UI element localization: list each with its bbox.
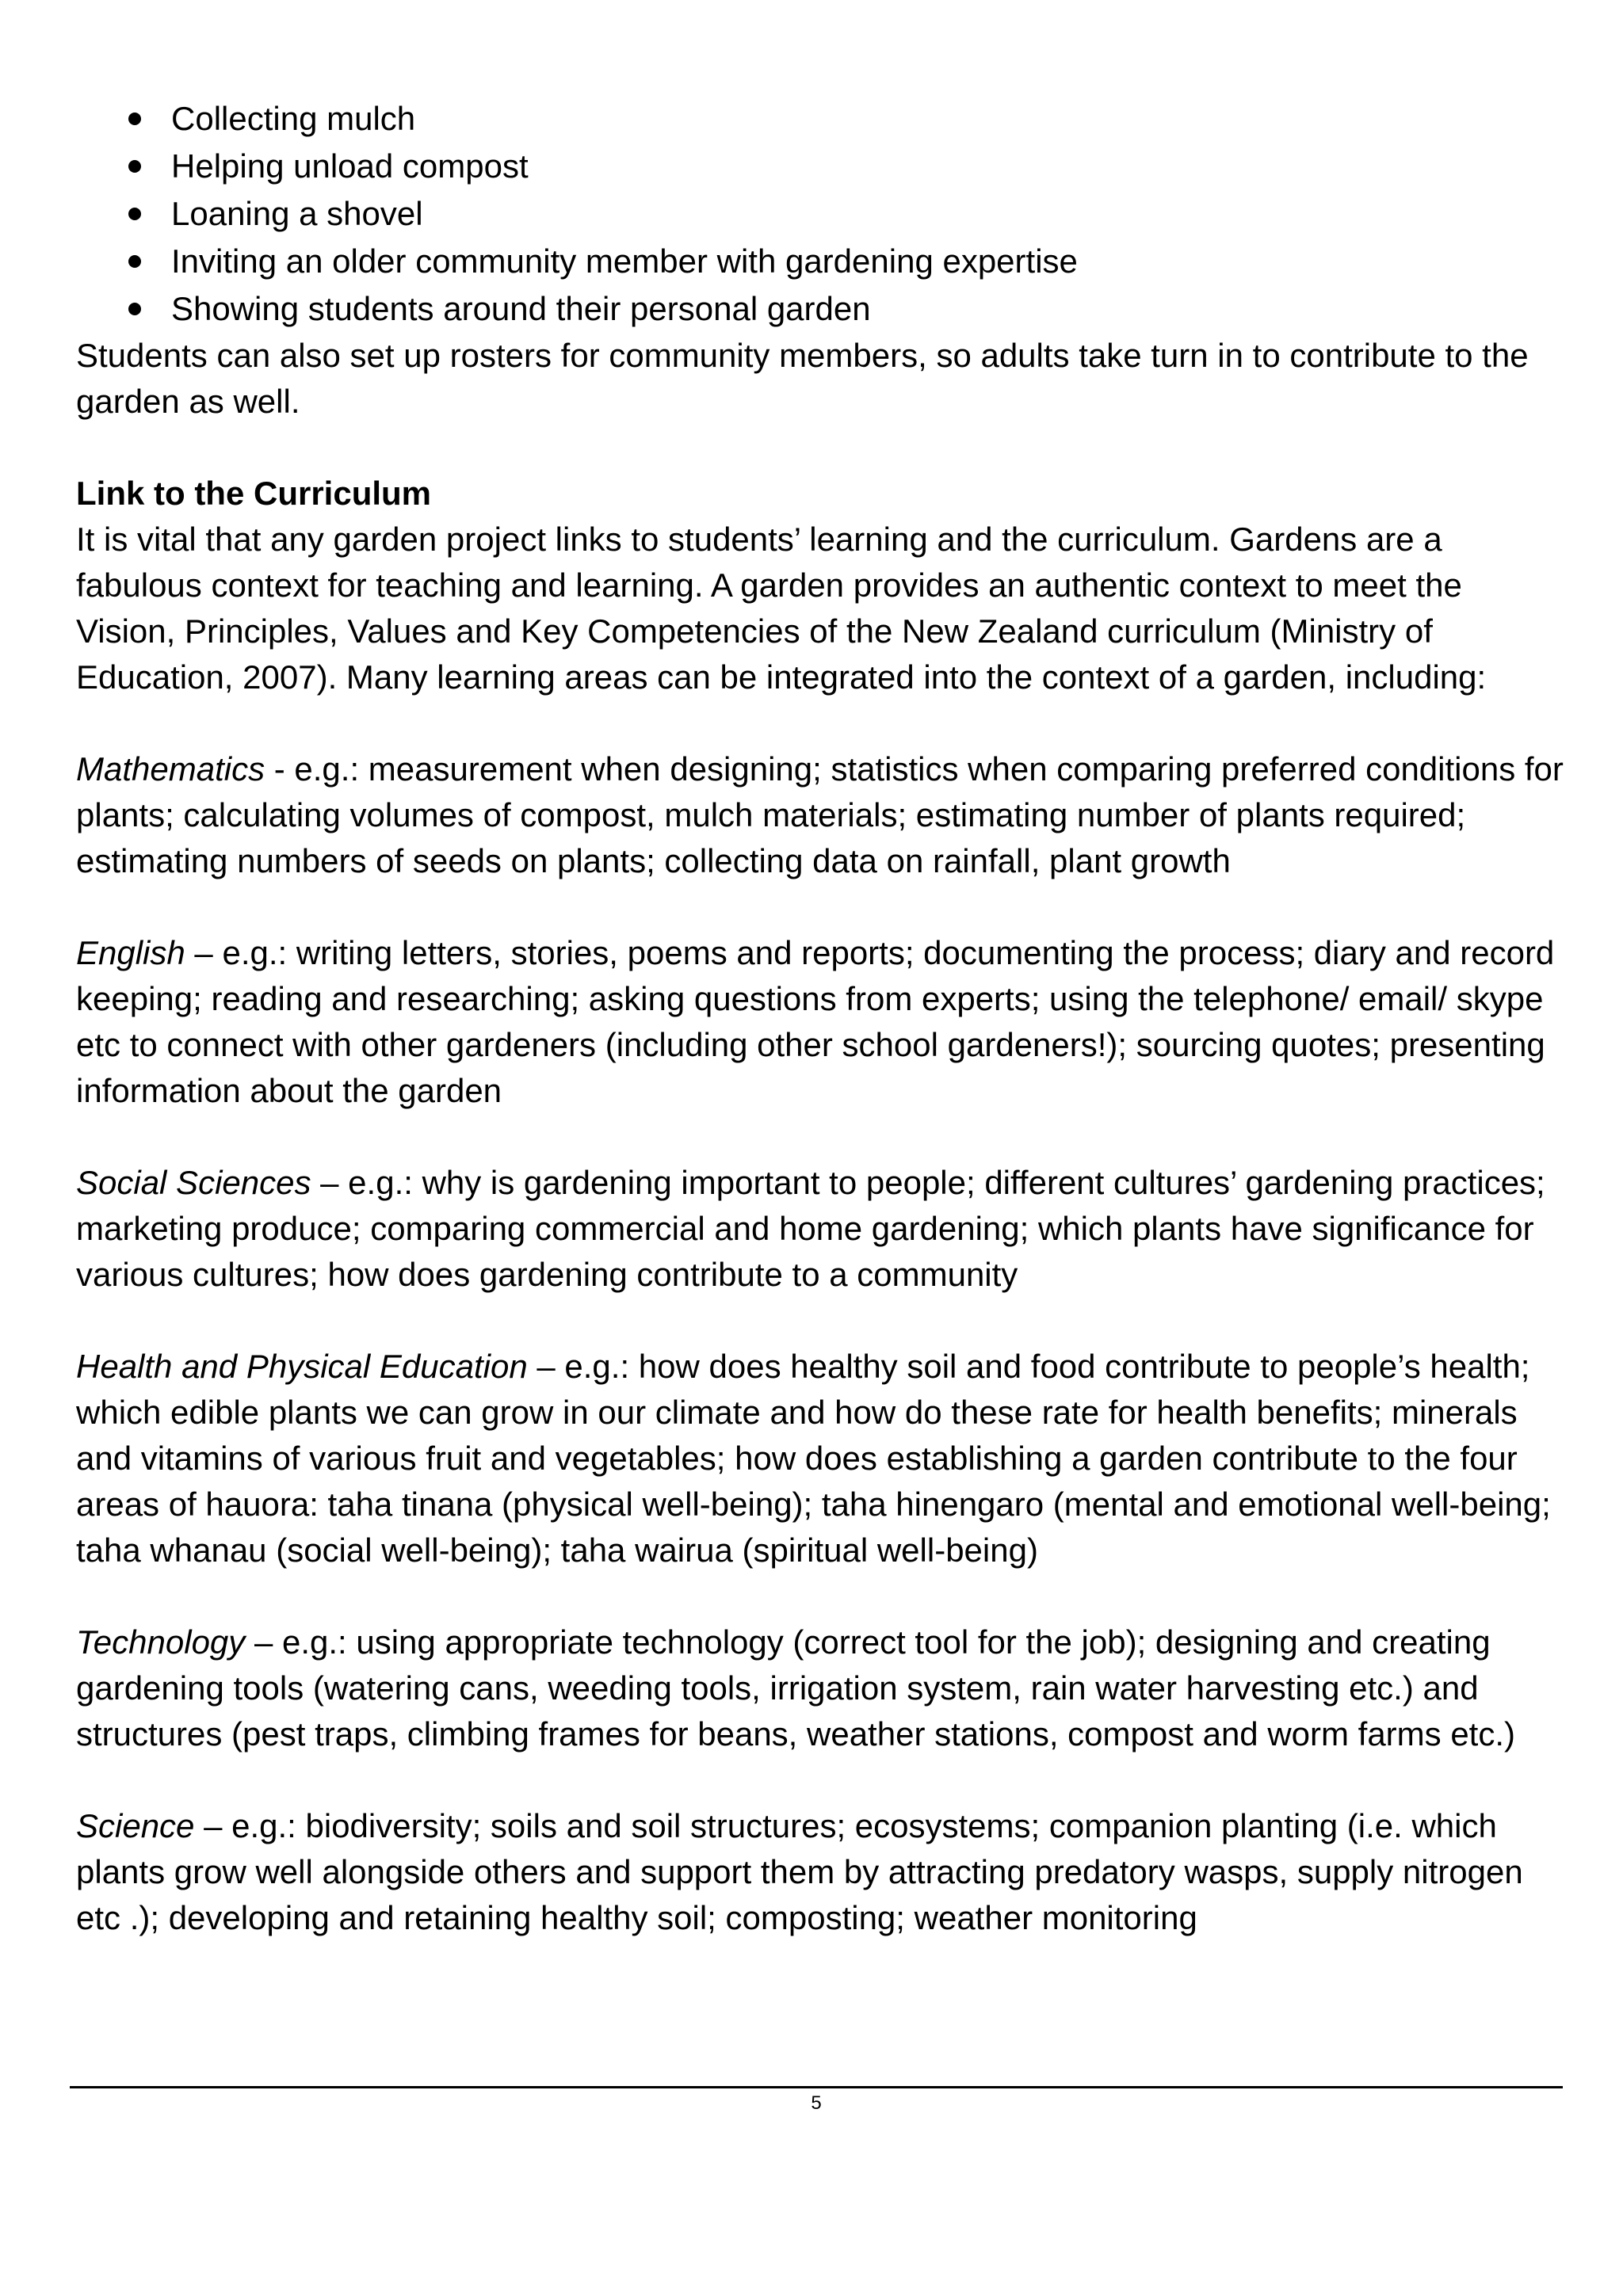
footer-divider <box>70 2086 1563 2088</box>
subject-name: English <box>76 934 185 971</box>
bullet-icon <box>128 208 141 220</box>
subject-name: Mathematics <box>76 750 265 788</box>
subject-name: Social Sciences <box>76 1164 311 1201</box>
bullet-icon <box>128 303 141 315</box>
bullet-icon <box>128 113 141 125</box>
bullet-icon <box>128 160 141 173</box>
learning-area-social-sciences <box>76 1160 1566 1298</box>
curriculum-intro-paragraph: It is vital that any garden project links to students’ learning and the curriculum. Gardens are a fabulous context for teaching and learning. A garden provides an authentic context to meet the Vision, Principles, Values and Key Competencies of the New Zealand curriculum (Ministry of Education, 2007). Many learning areas can be integrated into the context of a garden, including: <box>76 521 1487 696</box>
learning-area-english <box>76 930 1566 1114</box>
learning-area-health-pe <box>76 1344 1566 1573</box>
list-item: Loaning a shovel <box>76 190 1566 238</box>
list-item: Inviting an older community member with gardening expertise <box>76 238 1566 285</box>
rosters-paragraph: Students can also set up rosters for community members, so adults take turn in to contribute to the garden as well. <box>76 337 1529 420</box>
learning-area-mathematics <box>76 746 1566 884</box>
bullet-icon <box>128 255 141 268</box>
page-number: 5 <box>811 2092 822 2114</box>
subject-examples: – e.g.: using appropriate technology (correct tool for the job); designing and creating gardening tools (watering cans, weeding tools, irrigation system, rain water harvesting etc.) and structures (pest traps, climbing frames for beans, weather stations, compost and worm farms etc.) <box>76 1623 1516 1753</box>
learning-area-science <box>76 1803 1566 1941</box>
subject-examples: - e.g.: measurement when designing; statistics when comparing preferred conditions for plants; calculating volumes of compost, mulch materials; estimating number of plants required; estimating numbers of seeds on plants; collecting data on rainfall, plant growth <box>76 750 1564 879</box>
section-heading: Link to the Curriculum <box>76 475 432 512</box>
helper-activities-list <box>76 95 1566 333</box>
subject-examples: – e.g.: how does healthy soil and food contribute to people’s health; which edible plants we can grow in our climate and how do these rate for health benefits; minerals and vitamins of various fruit and vegetables; how does establishing a garden contribute to the four areas of hauora: taha tinana (physical well-being); taha hinengaro (mental and emotional well-being; taha whanau (social well-being); taha wairua (spiritual well-being) <box>76 1348 1551 1569</box>
subject-name: Science <box>76 1807 195 1844</box>
subject-examples: – e.g.: writing letters, stories, poems and reports; documenting the process; diary and record keeping; reading and researching; asking questions from experts; using the telephone/ email/ skype etc to connect with other gardeners (including other school gardeners!); sourcing quotes; presenting information about the garden <box>76 934 1555 1109</box>
subject-examples: – e.g.: why is gardening important to people; different cultures’ gardening practices; marketing produce; comparing commercial and home gardening; which plants have significance for various cultures; how does gardening contribute to a community <box>76 1164 1545 1293</box>
subject-examples: – e.g.: biodiversity; soils and soil structures; ecosystems; companion planting (i.e. which plants grow well alongside others and support them by attracting predatory wasps, supply nitrogen etc .); developing and retaining healthy soil; composting; weather monitoring <box>76 1807 1523 1936</box>
document-body <box>76 95 1566 1941</box>
list-item: Showing students around their personal garden <box>76 285 1566 333</box>
subject-name: Technology <box>76 1623 246 1661</box>
list-item: Collecting mulch <box>76 95 1566 143</box>
list-item: Helping unload compost <box>76 143 1566 190</box>
subject-name: Health and Physical Education <box>76 1348 528 1385</box>
learning-area-technology <box>76 1619 1566 1757</box>
